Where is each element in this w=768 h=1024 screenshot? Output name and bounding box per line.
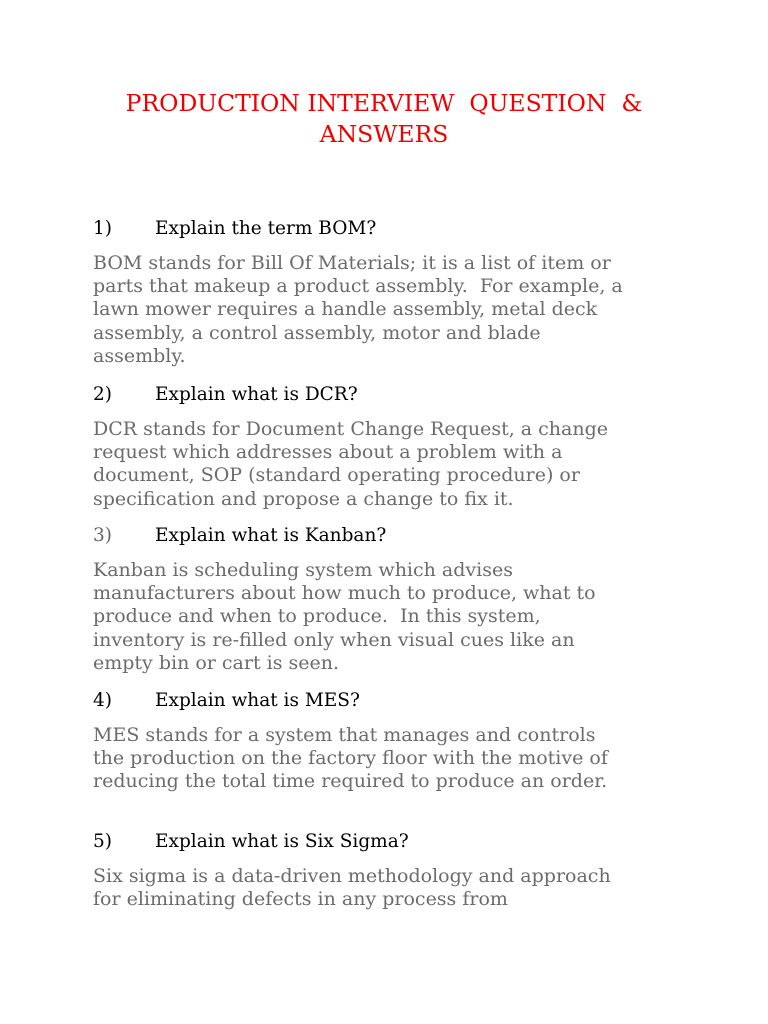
answer-line: Six sigma is a data-driven methodology and approach — [93, 865, 611, 887]
question-number: 5) — [93, 831, 112, 852]
document-title — [0, 88, 768, 150]
answer-line: lawn mower requires a handle assembly, metal deck — [93, 298, 598, 321]
answer-line: empty bin or cart is seen. — [93, 651, 340, 674]
title-line: PRODUCTION INTERVIEW QUESTION & — [125, 89, 643, 117]
answer-4 — [93, 724, 608, 794]
question-number: 1) — [93, 218, 112, 239]
question-text: Explain what is MES? — [155, 690, 360, 711]
answer-line: inventory is re-filled only when visual cues like an — [93, 628, 575, 651]
title-line: ANSWERS — [319, 120, 449, 148]
answer-line: parts that makeup a product assembly. For example, a — [93, 275, 623, 298]
answer-line: document, SOP (standard operating procedure) or — [93, 464, 580, 487]
question-number: 2) — [93, 384, 112, 405]
answer-line: Kanban is scheduling system which advises — [93, 559, 513, 581]
answer-line: DCR stands for Document Change Request, a change — [93, 418, 608, 440]
question-text: Explain what is Six Sigma? — [155, 831, 409, 852]
answer-line: request which addresses about a problem with a — [93, 441, 563, 464]
answer-3 — [93, 559, 596, 675]
answer-line: the production on the factory floor with the motive of — [93, 747, 608, 770]
answer-line: for eliminating defects in any process from — [93, 888, 508, 911]
answer-line: specification and propose a change to fix it. — [93, 487, 514, 510]
question-number: 3) — [93, 525, 112, 546]
answer-line: BOM stands for Bill Of Materials; it is a list of item or — [93, 252, 611, 274]
question-text: Explain the term BOM? — [155, 218, 377, 239]
answer-line: manufacturers about how much to produce, what to — [93, 582, 596, 605]
answer-line: assembly. — [93, 344, 186, 367]
answer-line: assembly, a control assembly, motor and blade — [93, 321, 541, 344]
answer-2 — [93, 418, 608, 511]
question-number: 4) — [93, 690, 112, 711]
question-text: Explain what is Kanban? — [155, 525, 387, 546]
answer-1 — [93, 252, 623, 368]
answer-line: MES stands for a system that manages and controls — [93, 724, 596, 746]
question-text: Explain what is DCR? — [155, 384, 358, 405]
answer-line: reducing the total time required to produce an order. — [93, 770, 608, 793]
answer-5 — [93, 865, 611, 911]
answer-line: produce and when to produce. In this system, — [93, 605, 541, 628]
